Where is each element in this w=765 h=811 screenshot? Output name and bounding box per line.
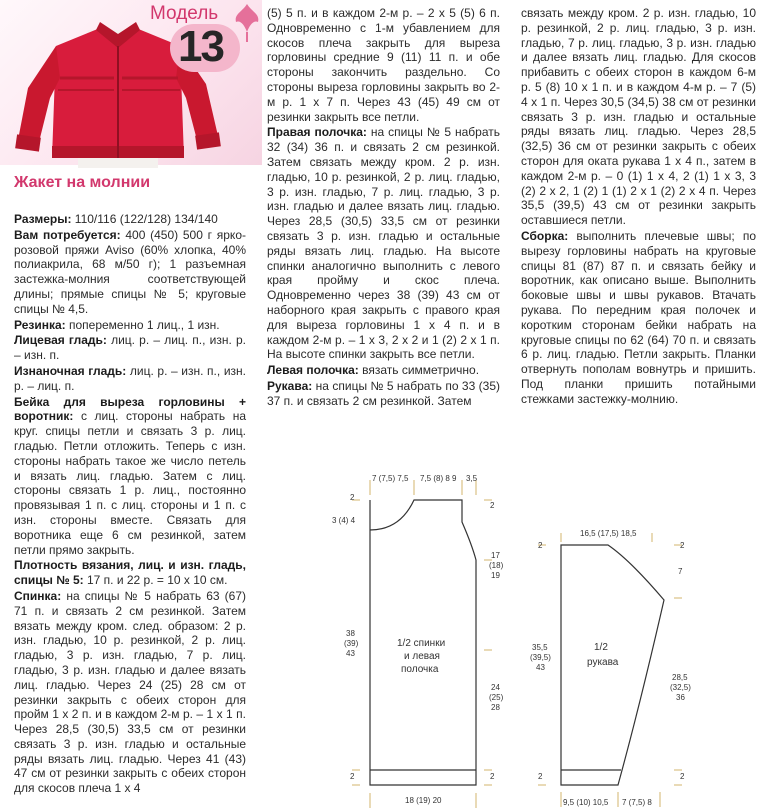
body-top-dim-3: 3,5 xyxy=(466,474,478,483)
body-neck-depth: 3 (4) 4 xyxy=(332,516,356,525)
body-total-h2: (39) xyxy=(344,639,359,648)
sleeve-continuation: связать между кром. 2 р. изн. гладью, 10 р. резинкой, 2 р. лиц. гладью, 3 р. изн. гладью, 7 р. лиц. гладью, 3 р. изн. гладью и далее вязать лиц. гладью. Для скосов прибавить с обеих сторон в каждом 6-м р. 5 (8) 10 х 1 п. и в каждом 4-м р. – 7 (5) 4 х 1 п. Через 30,5 (34,5) 38 см от резинки связать 3 р. изн. гладью и остальные ряды вязать лиц. гладью. Через 28,5 (32,5) 36 см от резинки закрыть с обеих сторон для оката рукава 1 х 4 п., затем в каждом 2-м р. – 0 (1) 1 х 4, 2 (1) 1 х 3, 3 (2) 2 х 2, 1 (2) 1 (1) 2 х 1 (2) 2 х 4 п. Через 35,5 (39,5) 43 см от резинки закрыть оставшиеся петли. xyxy=(521,6,756,228)
materials-text: 400 (450) 500 г ярко-розовой пряжи Aviso (60% хлопка, 40% полиакрила, 68 м/50 г); 1 разъемная застежка-молния соответствующей длины; прямые спицы № 5; круговые спицы № 4,5. xyxy=(14,227,246,316)
sleeve-len-h2: (39,5) xyxy=(530,653,551,662)
page-title: Жакет на молнии xyxy=(14,174,151,191)
body-top-dim-2: 7,5 (8) 8 9 xyxy=(420,474,457,483)
body-side-h3: 28 xyxy=(491,703,500,712)
collar-label: Бейка для выреза горловины + воротник: xyxy=(14,394,246,424)
sizes-text: 110/116 (122/128) 134/140 xyxy=(71,212,218,226)
stockinette-label: Лицевая гладь: xyxy=(14,333,107,348)
body-label-1: 1/2 спинки xyxy=(397,638,446,649)
collar-text: с лиц. стороны набрать на круг. спицы петли и связать 3 р. лиц. гладью. Петли отложить. Теперь с изн. стороны набрать такое же число петель и вязать лиц. гладью. Затем с лиц. стороны связать 1 р. лиц., постоянно провязывая 1 п. с лиц. стороны и 1 п. с изн. стороны вместе. Связать для воротника еще 6 см резинкой, затем петли прямо закрыть. xyxy=(14,409,246,557)
model-label: Модель xyxy=(150,3,219,24)
sleeve-bottom-right-rib: 2 xyxy=(680,772,685,781)
reverse-text: лиц. р. – изн. п., изн. р. – лиц. п. xyxy=(14,363,246,393)
sleeve-seam-h1: 28,5 xyxy=(672,673,688,682)
body-total-h3: 43 xyxy=(346,649,355,658)
body-side-h1: 24 xyxy=(491,683,500,692)
back-continuation: (5) 5 п. и в каждом 2-м р. – 2 х 5 (5) 6 п. Одновременно с 1-м убавлением для скосов плеча закрыть для выреза горловины средние 9 (11) 11 п. и обе стороны закончить раздельно. Со стороны выреза горловины закрыть во 2-м р. 1 х 7 п. Через 43 (45) 49 см от резинки закрыть все петли. xyxy=(267,6,500,124)
model-number: 13 xyxy=(178,22,223,71)
body-top-left-rib: 2 xyxy=(350,493,355,502)
sleeve-text: на спицы № 5 набрать по 33 (35) 37 п. и связать 2 см резинкой. Затем xyxy=(267,378,500,408)
left-front-text: вязать симметрично. xyxy=(358,363,480,378)
body-label-2: и левая xyxy=(404,651,440,662)
body-top-dim-1: 7 (7,5) 7,5 xyxy=(372,474,409,483)
body-bottom-right-rib: 2 xyxy=(490,772,495,781)
body-armhole-h1: 17 xyxy=(491,551,500,560)
sleeve-len-h1: 35,5 xyxy=(532,643,548,652)
body-armhole-h3: 19 xyxy=(491,571,500,580)
assembly-text: выполнить плечевые швы; по вырезу горловины набрать на круговые спицы 81 (87) 87 п. и связать бейку и воротник, как описано выше. Выполнить боковые швы и швы рукавов. Втачать рукава. По передним края полочек и коротким сторонам бейки набрать на круговые спицы по 62 (64) 70 п. и связать 6 р. лиц. гладью. Петли закрыть. Планки отвернуть пополам вовнутрь и пришить. Под планки пришить потайными стежками застежку-молнию. xyxy=(521,228,756,406)
materials-label: Вам потребуется: xyxy=(14,227,121,242)
sleeve-bottom-width-1: 9,5 (10) 10,5 xyxy=(563,798,609,807)
back-text: на спицы № 5 набрать 63 (67) 71 п. и связать 2 см резинкой. Затем вязать между кром. след. образом: 2 р. изн. гладью, 10 р. резинкой, 2 р. лиц. гладью, 3 р. изн. гладью, 7 р. лиц. гладью, 3 р. изн. гладью и далее вязать лиц. гладью. Через 24 (25) 28 см от резинки закрыть с обеих сторон для пройм 1 х 2 п. и в каждом 2-м р. – 1 х 1 п. Через 28,5 (30,5) 33,5 см от резинки связать 3 р. изн. гладью и остальные ряды вязать лиц. гладью. Через 41 (43) 47 см от резинки закрыть с обеих сторон для скосов плеча 1 х 4 xyxy=(14,588,246,796)
body-total-h1: 38 xyxy=(346,629,355,638)
back-label: Спинка: xyxy=(14,588,62,603)
gauge-text: 17 п. и 22 р. = 10 х 10 см. xyxy=(83,573,228,588)
body-label-3: полочка xyxy=(401,664,439,675)
sizes-label: Размеры: xyxy=(14,212,72,226)
body-armhole-h2: (18) xyxy=(489,561,504,570)
gauge-label: Плотность вязания, лиц. и изн. гладь, спицы № 5: xyxy=(14,558,246,588)
sleeve-top-left-rib: 2 xyxy=(538,541,543,550)
right-front-label: Правая полочка: xyxy=(267,125,367,140)
rib-label: Резинка: xyxy=(14,317,66,332)
sleeve-top-width: 16,5 (17,5) 18,5 xyxy=(580,529,637,538)
left-front-label: Левая полочка: xyxy=(267,363,359,378)
body-bottom-left-rib: 2 xyxy=(350,772,355,781)
sleeve-label-2: рукава xyxy=(587,657,619,668)
stockinette-text: лиц. р. – лиц. п., изн. р. – изн. п. xyxy=(14,333,246,363)
sleeve-label: Рукава: xyxy=(267,378,313,393)
sleeve-seam-h2: (32,5) xyxy=(670,683,691,692)
rib-text: попеременно 1 лиц., 1 изн. xyxy=(65,317,220,332)
sleeve-top-right-rib: 2 xyxy=(680,541,685,550)
sleeve-bottom-width-2: 7 (7,5) 8 xyxy=(622,798,652,807)
sleeve-label-1: 1/2 xyxy=(594,642,608,653)
body-width: 18 (19) 20 xyxy=(405,796,442,805)
assembly-label: Сборка: xyxy=(521,228,569,243)
sleeve-len-h3: 43 xyxy=(536,663,545,672)
reverse-label: Изнаночная гладь: xyxy=(14,363,127,378)
body-side-h2: (25) xyxy=(489,693,504,702)
sleeve-cap-height: 7 xyxy=(678,567,683,576)
sleeve-dimension-lines xyxy=(538,533,682,807)
body-top-right-rib: 2 xyxy=(490,501,495,510)
sleeve-bottom-left-rib: 2 xyxy=(538,772,543,781)
sleeve-seam-h3: 36 xyxy=(676,693,685,702)
right-front-text: на спицы № 5 набрать 32 (34) 36 п. и связать 2 см резинкой. Затем связать между кром. 2 р. изн. гладью, 10 р. резинкой, 2 р. лиц. гладью, 3 р. изн. гладью, 7 р. лиц. гладью, 3 р. изн. гладью и далее вязать лиц. гладью. Через 28,5 (30,5) 33,5 см от резинки связать 3 р. изн. гладью и остальные ряды вязать лиц. гладью. На высоте спинки аналогично выполнить с левого края пройму и скос плеча. Одновременно через 38 (39) 43 см от наборного края закрыть с правого края для выреза горловины 1 х 4 п. и в каждом 2-м р. – 1 х 3, 2 х 2 и 1 (2) 2 х 1 п. На высоте спинки закрыть все петли. xyxy=(267,125,500,362)
